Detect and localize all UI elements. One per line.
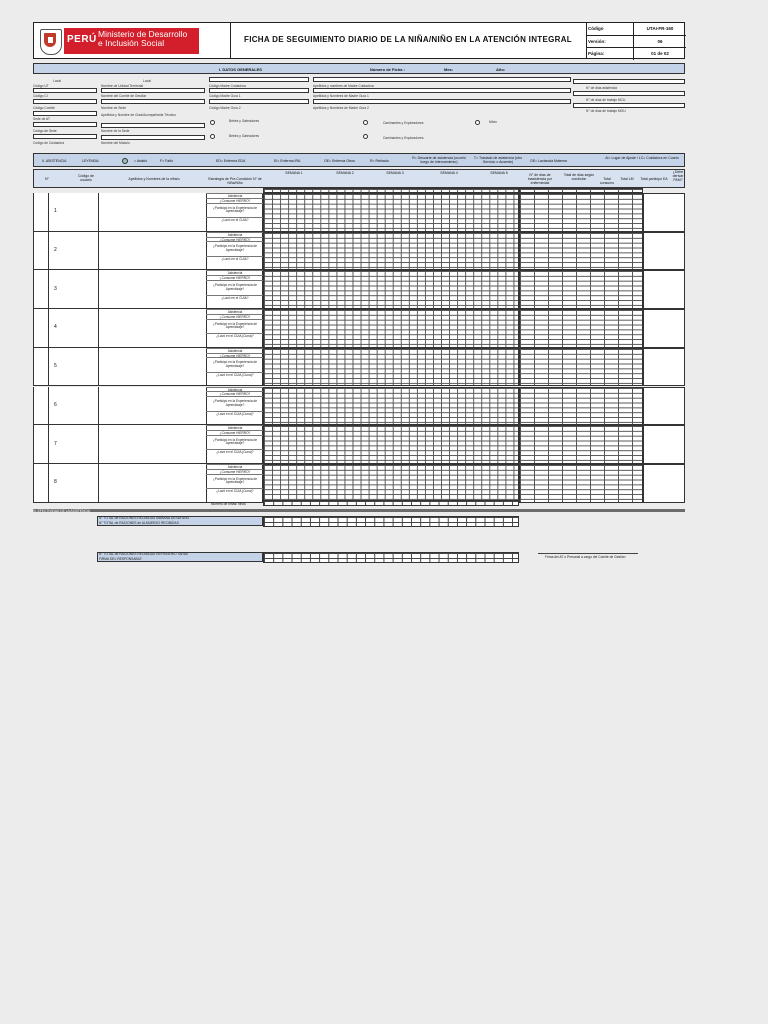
col-header: SEMANA 2 [336, 171, 354, 175]
field-label: Apellidos y nombres de Madre Cuidadora [313, 84, 374, 88]
col-header: Código de usuario [78, 174, 94, 182]
indicator-label: ¿Consume HIERRO? [206, 314, 264, 319]
daily-checkbox-grid[interactable] [263, 387, 519, 426]
field-committee-code[interactable] [33, 111, 97, 116]
indicator-label: ¿Lavó en el CUIA (Cuna)? [206, 488, 264, 493]
col-header: Total participó EA [640, 177, 668, 181]
derive-cell[interactable] [643, 387, 685, 426]
field-label: Local [143, 79, 151, 83]
signature-caption: Firma del AT o Personal a cargo del Comité de Gestión [545, 555, 626, 559]
signature-row-label: FIRMA DEL RESPONSABLE [99, 557, 142, 561]
indicator-label: ¿Lavó en el CUIA? [206, 256, 264, 261]
child-row [33, 270, 263, 309]
form-title: FICHA DE SEGUIMIENTO DIARIO DE LA NIÑA/NIÑO EN LA ATENCIÓN INTEGRAL [244, 35, 572, 44]
legend-item: = Asistió [134, 159, 148, 163]
daily-checkbox-grid[interactable] [263, 348, 519, 387]
meta-code: Código UTAI-FR-160 [587, 23, 686, 36]
field-label: Código Madre Guía 2 [209, 106, 241, 110]
derive-cell[interactable] [643, 193, 685, 232]
summary-grid[interactable] [519, 309, 643, 348]
legend-item: AI= Lugar de Ajuste / LC= Cuidadora en Cuarto [605, 156, 679, 160]
legend-item: EI= Enferma IRA [274, 159, 301, 163]
child-number: 6 [54, 401, 57, 408]
field-label: N° de días de trabajo MGU [586, 109, 626, 113]
col-header: Estrategia de Pre-Condición N° de Niña/Niño [208, 177, 262, 185]
derive-cell[interactable] [643, 232, 685, 271]
field-committee-name[interactable] [101, 99, 205, 104]
field-at-code[interactable] [33, 122, 97, 127]
indicator-label: ¿Lavó en el CUIA (Cuna)? [206, 449, 264, 454]
col-header: Total consumo [599, 177, 615, 185]
summary-grid[interactable] [519, 387, 643, 426]
child-row [33, 348, 263, 387]
option-radio[interactable] [363, 120, 368, 125]
summary-grid[interactable] [519, 464, 643, 503]
child-number: 8 [54, 479, 57, 486]
indicator-label: ¿Participó en la Experiencia de Aprendizaje? [206, 280, 264, 295]
derive-cell[interactable] [643, 425, 685, 464]
indicator-label: ¿Consume HIERRO? [206, 198, 264, 203]
ministry-line2: e Inclusión Social [98, 38, 165, 48]
ministry-line1: Ministerio de Desarrollo [98, 29, 188, 39]
derive-cell[interactable] [643, 464, 685, 503]
field-label: Código Madre Guía 1 [209, 94, 241, 98]
field-mg2-name[interactable] [313, 99, 571, 104]
col-header: SEMANA 4 [440, 171, 458, 175]
indicator-label: ¿Lavó en el CUIA (Cuna)? [206, 411, 264, 416]
month-label: Mes: [444, 67, 454, 72]
child-row [33, 387, 263, 426]
field-mc-code[interactable] [209, 77, 309, 82]
attended-symbol-icon [122, 158, 128, 164]
field-mc-name[interactable] [313, 77, 571, 82]
section3-title: III. EFECTIVIDAD DE LA ASISTENCIA [33, 509, 90, 513]
field-sede-code[interactable] [33, 134, 97, 139]
child-row [33, 309, 263, 348]
option-label: Bebés y Gateadores [229, 134, 260, 138]
field-mg1-name[interactable] [313, 88, 571, 93]
child-number: 5 [54, 363, 57, 370]
derive-cell[interactable] [643, 309, 685, 348]
table-header [33, 169, 685, 188]
field-guide-name[interactable] [101, 123, 205, 128]
field-label: Local [53, 79, 61, 83]
col-header: SEMANA 1 [285, 171, 303, 175]
field-label: Nombre de Sede [101, 106, 126, 110]
option-label: Bebés y Gateadores [229, 119, 260, 123]
legend-item: ED= Enferma EDA [216, 159, 246, 163]
summary-grid[interactable] [519, 232, 643, 271]
child-row [33, 232, 263, 271]
indicator-label: Asistencia [206, 464, 264, 469]
summary-grid[interactable] [519, 270, 643, 309]
legend-item: F= Faltó [160, 159, 173, 163]
child-row [33, 425, 263, 464]
indicator-label: Asistencia [206, 348, 264, 353]
legend-title: II. ASISTENCIA [42, 159, 67, 163]
indicator-label: Asistencia [206, 232, 264, 237]
indicator-label: ¿Participó en la Experiencia de Aprendizaje? [206, 203, 264, 218]
field-label: N° de días de trabajo MCU [586, 98, 626, 102]
field-label: Nombre de Unidad Territorial [101, 84, 144, 88]
field-label: Código CI [33, 94, 48, 98]
child-number: 3 [54, 285, 57, 292]
col-header: Total de días según condición [563, 173, 595, 181]
field-ut-name[interactable] [101, 88, 205, 93]
indicator-label: ¿Participó en la Experiencia de Aprendizaje? [206, 396, 264, 411]
child-number: 1 [54, 208, 57, 215]
indicator-label: Asistencia [206, 309, 264, 314]
indicator-label: ¿Lavó en el CUIA (Cuna)? [206, 333, 264, 338]
form-sheet [33, 22, 685, 622]
indicator-label: ¿Consume HIERRO? [206, 275, 264, 280]
meta-version: Versión: 06 [587, 36, 686, 49]
option-radio[interactable] [210, 134, 215, 139]
general-data [33, 77, 685, 147]
indicator-label: Asistencia [206, 387, 264, 392]
summary-grid[interactable] [519, 425, 643, 464]
rations2-grid[interactable] [263, 552, 519, 563]
legend-item: OE= Lactancia Materna [530, 159, 567, 163]
col-header: N° de días de inasistencia por enfermedad [527, 173, 553, 185]
option-radio[interactable] [210, 120, 215, 125]
legend-item: T= Traslado de asistencia (otro Servicio o Ausente) [473, 156, 523, 164]
section-general-band [33, 63, 685, 74]
indicator-label: Asistencia [206, 425, 264, 430]
legend-label: LEYENDA: [82, 159, 100, 163]
field-mg1-code[interactable] [209, 88, 309, 93]
daily-checkbox-grid[interactable] [263, 232, 519, 271]
legend-item: OE= Enferma Otros [324, 159, 355, 163]
rations-label: N° TOTAL de RACIONES RECIBIDAS MAÑANA DESAYUNO [99, 516, 190, 520]
option-label: Mixto [489, 120, 497, 124]
signature-line [538, 553, 638, 554]
col-header: ¿Debe derivar PAM? [672, 170, 684, 182]
indicator-label: ¿Participó en la Experiencia de Aprendizaje? [206, 319, 264, 334]
indicator-label: ¿Participó en la Experiencia de Aprendizaje? [206, 474, 264, 489]
option-label: Caminantes y Exploradores [383, 121, 424, 125]
rations-grid[interactable] [263, 516, 519, 527]
brand-text: PERÚ [67, 34, 97, 45]
indicator-label: ¿Participó en la Experiencia de Aprendizaje? [206, 241, 264, 256]
field-label: Código Madre Cuidadora [209, 84, 246, 88]
derive-cell[interactable] [643, 348, 685, 387]
rations-label: N° TOTAL de RACIONES de ALMUERZO RECIBIDAS [99, 521, 179, 525]
indicator-label: Asistencia [206, 270, 264, 275]
indicator-label: ¿Lavó en el CUIA? [206, 295, 264, 300]
field-ci-code[interactable] [33, 99, 97, 104]
section-divider [33, 509, 685, 512]
derive-cell[interactable] [643, 270, 685, 309]
meta-page: Página: 01 de 02 [587, 48, 686, 60]
col-header: SEMANA 5 [490, 171, 508, 175]
field-attendance-days[interactable] [573, 79, 685, 84]
field-label: Nombre del Comité de Gestión [101, 94, 147, 98]
indicator-label: ¿Consume HIERRO? [206, 353, 264, 358]
indicator-label: ¿Participó en la Experiencia de Aprendizaje? [206, 435, 264, 450]
rations-label: N° TOTAL de RACIONES RECIBIDAS REFRIGERIO TARDE [99, 552, 189, 556]
legend-item: R= Descarte de asistencia (ocurrió luego de Internamiento) [412, 156, 466, 164]
field-label: Código UT [33, 84, 49, 88]
summary-grid[interactable] [519, 193, 643, 232]
indicator-label: ¿Lavó en el CUIA? [206, 217, 264, 222]
child-row [33, 193, 263, 232]
ministry-name [98, 30, 198, 48]
field-label: Código de Sede [33, 129, 57, 133]
attendance-legend [33, 153, 685, 167]
daily-checkbox-grid[interactable] [263, 270, 519, 309]
child-number: 7 [54, 440, 57, 447]
indicator-label: ¿Participó en la Experiencia de Aprendizaje? [206, 357, 264, 372]
form-number-label: Número de Ficha : [370, 67, 405, 72]
field-sede-name[interactable] [101, 135, 205, 140]
table-footer-total: Número de niñas/ niños [211, 502, 246, 506]
field-mgu-days[interactable] [573, 103, 685, 108]
year-label: Año: [496, 67, 506, 72]
brand-banner [64, 28, 199, 54]
field-label: Apellidos y Nombres de Madre Guía 2 [313, 106, 369, 110]
coat-of-arms-icon [40, 29, 62, 55]
indicator-label: ¿Consume HIERRO? [206, 469, 264, 474]
child-number: 2 [54, 247, 57, 254]
daily-checkbox-grid[interactable] [263, 309, 519, 348]
indicator-label: ¿Consume HIERRO? [206, 237, 264, 242]
child-row [33, 464, 263, 503]
daily-checkbox-grid[interactable] [263, 193, 519, 232]
total-row-grid [263, 500, 519, 506]
field-ut-code[interactable] [33, 88, 97, 93]
ministry-logo [36, 26, 201, 56]
legend-item: R= Retirado [370, 159, 389, 163]
field-label: Código de Cuidadora [33, 141, 65, 145]
field-mg2-code[interactable] [209, 99, 309, 104]
col-header: Apellidos y Nombres de la niña/o [128, 177, 180, 181]
child-number: 4 [54, 324, 57, 331]
field-label: Apellidos y Nombres de Madre Guía 1 [313, 94, 369, 98]
field-label: Código Comité [33, 106, 55, 110]
field-label: Sede de AT [33, 117, 50, 121]
indicator-label: ¿Consume HIERRO? [206, 430, 264, 435]
indicator-label: ¿Lavó en el CUIA (Cuna)? [206, 372, 264, 377]
field-label: Nombre del Módulo [101, 141, 130, 145]
field-label: Nombre de la Sede [101, 129, 130, 133]
col-header: SEMANA 3 [386, 171, 404, 175]
field-mcu-days[interactable] [573, 91, 685, 96]
field-label: N° de días asistencia [586, 86, 618, 90]
summary-grid[interactable] [519, 348, 643, 387]
document-meta [587, 23, 686, 60]
col-header: N° [45, 177, 49, 181]
option-radio[interactable] [475, 120, 480, 125]
daily-checkbox-grid[interactable] [263, 425, 519, 464]
form-header [33, 22, 685, 59]
field-label: Apellidos y Nombre de Guía/Acompañante Técnico [101, 113, 176, 117]
col-header: Total LM [620, 177, 634, 181]
option-label: Caminantes y Exploradores [383, 136, 424, 140]
indicator-label: Asistencia [206, 193, 264, 198]
section-general-title: I. DATOS GENERALES [219, 67, 262, 72]
daily-checkbox-grid[interactable] [263, 464, 519, 503]
option-radio[interactable] [363, 134, 368, 139]
indicator-label: ¿Consume HIERRO? [206, 391, 264, 396]
